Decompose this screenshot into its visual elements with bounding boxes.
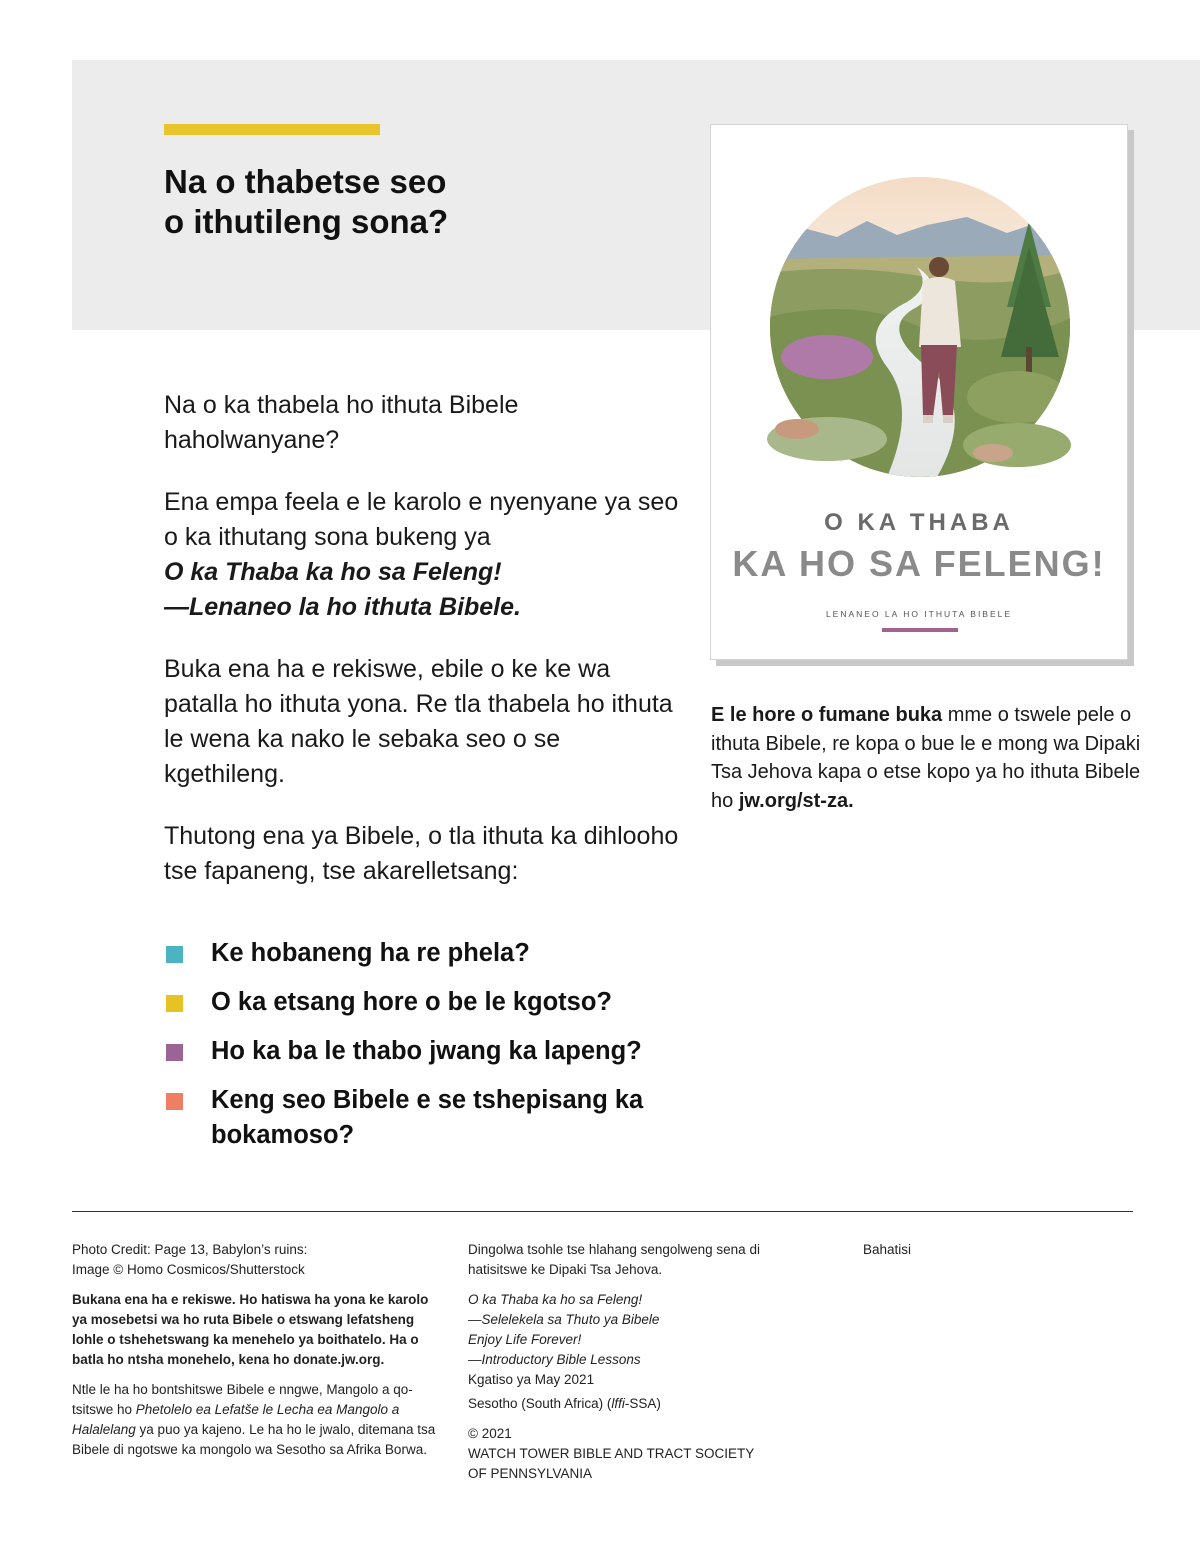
publication-info: O ka Thaba ka ho sa Feleng! —Selelekela sa Thuto ya Bibele Enjoy Life Forever! —Introductory Bible Lessons Kgatiso ya May 2021 (468, 1292, 660, 1387)
square-bullet-icon (166, 946, 183, 963)
footer-divider (72, 1211, 1133, 1212)
square-bullet-icon (166, 995, 183, 1012)
language-info: Sesotho (South Africa) (lffi-SSA) (468, 1396, 661, 1411)
footer-col-1 (72, 1240, 437, 1470)
topic-item: Keng seo Bibele e se tshepisang ka bokamoso? (164, 1083, 684, 1153)
topics-intro-paragraph: Thutong ena ya Bibele, o tla ithuta ka dihlooho tse fapaneng, tse akarelletsang: (164, 822, 679, 885)
photo-credit: Photo Credit: Page 13, Babylon’s ruins: Image © Homo Cosmicos/Shutterstock (72, 1242, 308, 1277)
request-link[interactable]: jw.org/st-za. (738, 789, 854, 812)
topic-item: Ho ka ba le thabo jwang ka lapeng? (164, 1034, 684, 1069)
footer-col-3 (863, 1240, 1063, 1270)
square-bullet-icon (166, 1093, 183, 1110)
topic-list (164, 936, 684, 1167)
bible-translation-note: Ntle le ha ho bontshitswe Bibele e nngwe, Mangolo a qotsitswe ho Phetolelo ea Lefatše le Lecha ea Mangolo a Halalelang ya puo ya kajeno. Le ha ho le jwalo, ditemana tsa Bibele di ngotswe ka mongolo wa Sesotho sa Afrika Borwa. (72, 1382, 436, 1457)
page-title: Na o thabetse seo o ithutileng sona? (164, 163, 449, 240)
cover-subtitle: LENANEO LA HO ITHUTA BIBELE (825, 609, 1013, 619)
illustrations-note: Dingolwa tsohle tse hlahang sengolweng sena di hatisitswe ke Dipaki Tsa Jehova. (468, 1242, 760, 1277)
book-subtitle: —Lenaneo la ho ithuta Bibele. (164, 593, 521, 621)
book-paragraph: Ena empa feela e le karolo e nyenyane ya seo o ka ithutang sona bukeng ya O ka Thaba ka ho sa Feleng! —Lenaneo la ho ithuta Bibele. (164, 488, 679, 621)
topic-item: Ke hobaneng ha re phela? (164, 936, 684, 971)
request-note: E le hore o fumane buka mme o tswele pele o ithuta Bibele, re kopa o bue le e mong wa Dipaki Tsa Jehova kapa o etse kopo ya ho ithuta Bibele ho jw.org/st-za. (711, 704, 1141, 812)
donation-note: Bukana ena ha e rekiswe. Ho hatiswa ha yona ke karolo ya mosebetsi wa ho ruta Bibele o etswang lefatsheng lohle o tshehetswang ka menehelo ya boithatelo. Ha o batla ho ntsha monehelo, kena ho donate.jw.org. (72, 1292, 429, 1367)
free-study-paragraph: Buka ena ha e rekiswe, ebile o ke ke wa patalla ho ithuta yona. Re tla thabela ho ithuta le wena ka nako le sebaka seo o se kgethileng. (164, 655, 673, 788)
copyright-info: © 2021 WATCH TOWER BIBLE AND TRACT SOCIETY OF PENNSYLVANIA (468, 1426, 755, 1481)
publishers-label: Bahatisi (863, 1242, 912, 1257)
cover-title-line2: KA HO SA FELENG! (732, 543, 1106, 584)
accent-bar (164, 124, 380, 135)
cover-title-line1: O KA THABA (824, 509, 1014, 536)
topic-item: O ka etsang hore o be le kgotso? (164, 985, 684, 1020)
book-title: O ka Thaba ka ho sa Feleng! (164, 558, 502, 586)
intro-paragraph: Na o ka thabela ho ithuta Bibele haholwanyane? (164, 391, 519, 454)
footer-col-2 (468, 1240, 798, 1494)
cover-accent-line (882, 628, 958, 632)
book-cover (710, 124, 1128, 660)
body-text (164, 388, 684, 916)
square-bullet-icon (166, 1044, 183, 1061)
cover-illustration (767, 177, 1073, 507)
